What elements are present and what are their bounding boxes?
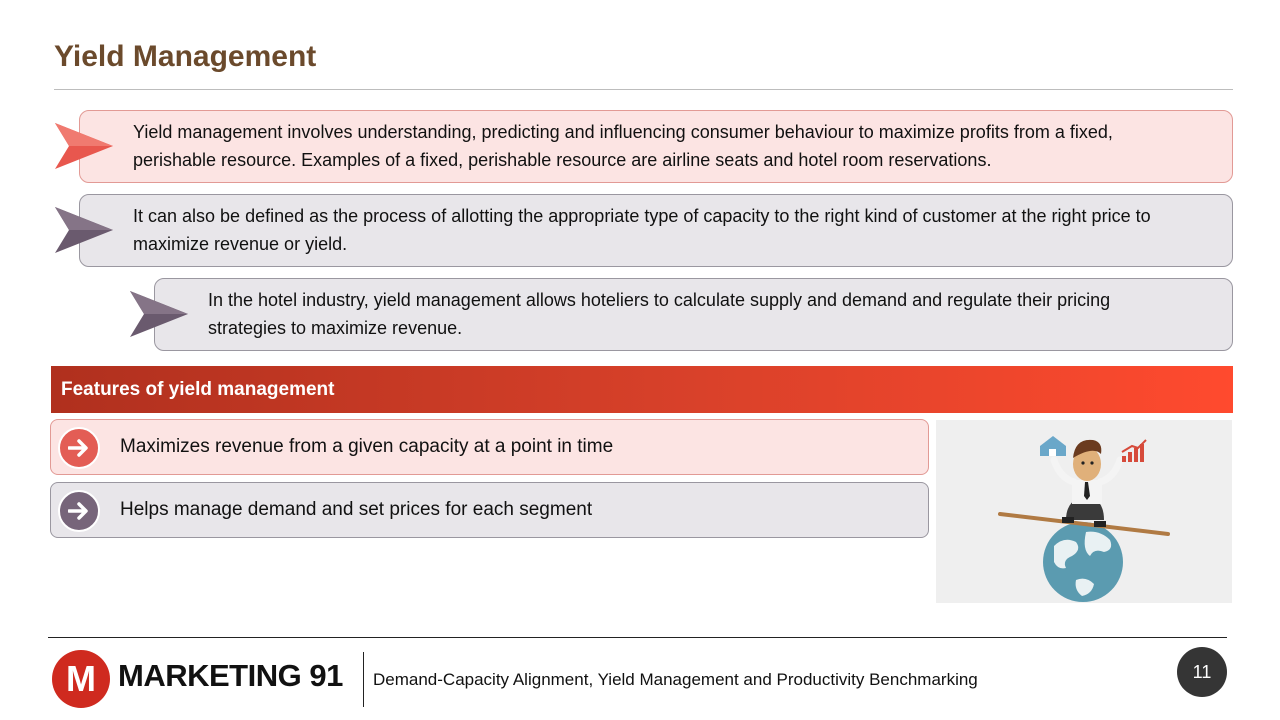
title-divider — [54, 89, 1233, 90]
logo-text: MARKETING 91 — [118, 658, 343, 693]
point-text-2: It can also be defined as the process of allotting the appropriate type of capacity to the right kind of customer at the right price to maximize revenue or yield. — [133, 206, 1151, 254]
point-box-3 — [154, 278, 1233, 351]
feature-text-1: Maximizes revenue from a given capacity at a point in time — [120, 436, 614, 457]
balance-illustration — [936, 420, 1232, 603]
feature-text-2: Helps manage demand and set prices for each segment — [120, 499, 593, 520]
point-text-1: Yield management involves understanding, predicting and influencing consumer behaviour to maximize profits from a fixed, perishable resource. Examples of a fixed, perishable resource are airline seats and hotel room reservations. — [133, 122, 1113, 170]
features-heading: Features of yield management — [51, 366, 1233, 413]
page-number: 11 — [1177, 647, 1227, 697]
feature-item-2 — [50, 482, 929, 538]
footer-separator — [363, 652, 364, 707]
chevron-arrow-icon — [55, 123, 113, 169]
arrow-right-icon — [58, 427, 100, 469]
arrow-right-icon — [58, 490, 100, 532]
footer-subtitle: Demand-Capacity Alignment, Yield Management and Productivity Benchmarking — [373, 670, 978, 689]
chevron-arrow-icon — [130, 291, 188, 337]
feature-item-1 — [50, 419, 929, 475]
point-text-3: In the hotel industry, yield management allows hoteliers to calculate supply and demand and regulate their pricing strategies to maximize revenue. — [208, 290, 1111, 338]
logo-mark: M — [52, 650, 110, 708]
chevron-arrow-icon — [55, 207, 113, 253]
point-box-1 — [79, 110, 1233, 183]
slide-title: Yield Management — [54, 40, 317, 73]
point-box-2 — [79, 194, 1233, 267]
footer-divider — [48, 637, 1227, 638]
